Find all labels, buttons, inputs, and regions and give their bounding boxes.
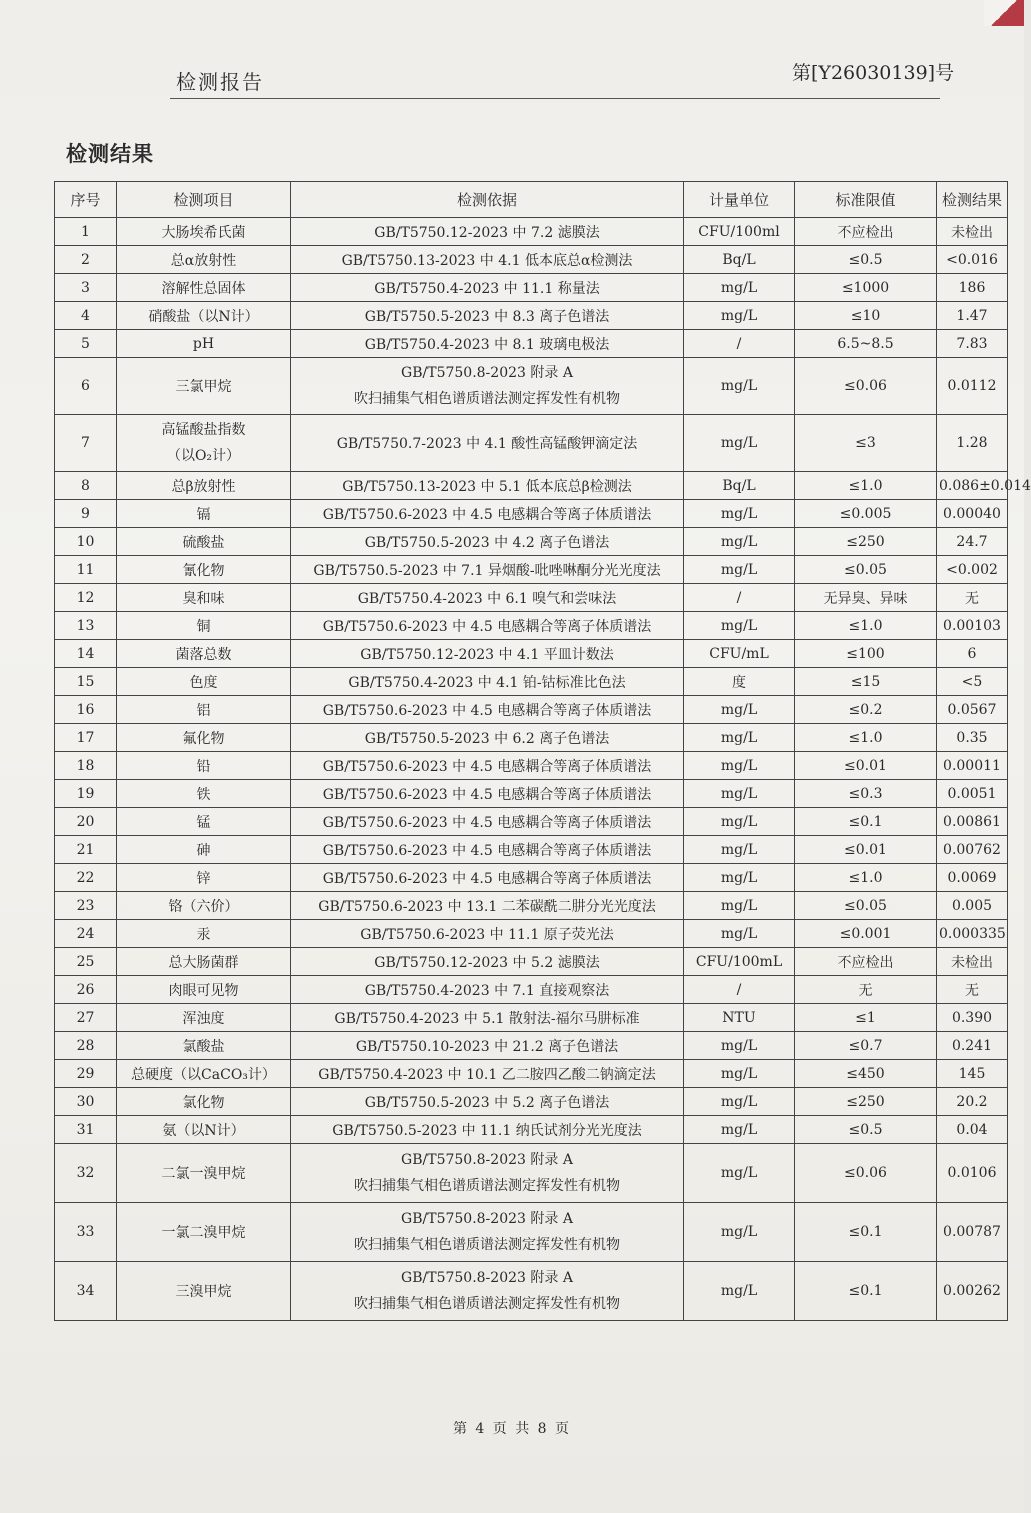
row-limit: ≤0.1 (795, 1203, 937, 1262)
col-header-result: 检测结果 (937, 182, 1008, 218)
row-limit: ≤0.7 (795, 1032, 937, 1060)
row-limit: ≤0.06 (795, 358, 937, 415)
table-row (55, 668, 1008, 696)
row-no: 19 (55, 780, 117, 808)
table-row (55, 892, 1008, 920)
row-item: 硝酸盐（以N计） (117, 302, 291, 330)
row-result: 7.83 (937, 330, 1008, 358)
row-unit: mg/L (684, 500, 795, 528)
table-row (55, 836, 1008, 864)
row-item: 色度 (117, 668, 291, 696)
row-limit: ≤0.3 (795, 780, 937, 808)
row-no: 4 (55, 302, 117, 330)
row-result: 0.00011 (937, 752, 1008, 780)
row-basis-line1: GB/T5750.8-2023 附录 A (401, 365, 573, 381)
table-row (55, 948, 1008, 976)
row-item: pH (117, 330, 291, 358)
row-no: 11 (55, 556, 117, 584)
row-unit: / (684, 330, 795, 358)
row-item: 溶解性总固体 (117, 274, 291, 302)
row-result: 0.0069 (937, 864, 1008, 892)
row-unit: CFU/100mL (684, 948, 795, 976)
row-no: 26 (55, 976, 117, 1004)
row-limit: ≤0.05 (795, 892, 937, 920)
row-unit: CFU/mL (684, 640, 795, 668)
table-body (55, 218, 1031, 1321)
row-no: 3 (55, 274, 117, 302)
row-basis-line1: GB/T5750.8-2023 附录 A (401, 1152, 573, 1168)
table-row (55, 1262, 1008, 1321)
row-item: 氯酸盐 (117, 1032, 291, 1060)
row-item: 砷 (117, 836, 291, 864)
table-row (55, 864, 1008, 892)
row-result: 未检出 (937, 948, 1008, 976)
row-basis: GB/T5750.6-2023 中 11.1 原子荧光法 (291, 920, 684, 948)
row-item: 氨（以N计） (117, 1116, 291, 1144)
row-result: 0.0106 (937, 1144, 1008, 1203)
row-item: 镉 (117, 500, 291, 528)
row-no: 33 (55, 1203, 117, 1262)
row-no: 15 (55, 668, 117, 696)
row-basis: GB/T5750.10-2023 中 21.2 离子色谱法 (291, 1032, 684, 1060)
table-row (55, 612, 1008, 640)
row-unit: CFU/100ml (684, 218, 795, 246)
row-no: 5 (55, 330, 117, 358)
row-item: 浑浊度 (117, 1004, 291, 1032)
col-header-unit: 计量单位 (684, 182, 795, 218)
row-limit: ≤0.05 (795, 556, 937, 584)
table-row (55, 1116, 1008, 1144)
page-corner (984, 0, 1024, 26)
row-item-line1: 高锰酸盐指数 (161, 422, 246, 438)
table-row (55, 415, 1008, 472)
row-item: 铁 (117, 780, 291, 808)
row-basis: GB/T5750.6-2023 中 4.5 电感耦合等离子体质谱法 (291, 612, 684, 640)
row-item: 一氯二溴甲烷 (117, 1203, 291, 1262)
table-row (55, 696, 1008, 724)
row-no: 27 (55, 1004, 117, 1032)
row-limit: 不应检出 (795, 218, 937, 246)
row-item: 二氯一溴甲烷 (117, 1144, 291, 1203)
row-unit: mg/L (684, 358, 795, 415)
row-result: 无 (937, 584, 1008, 612)
row-result: 0.005 (937, 892, 1008, 920)
row-limit: ≤100 (795, 640, 937, 668)
row-item: 肉眼可见物 (117, 976, 291, 1004)
row-basis: GB/T5750.4-2023 中 4.1 铂-钴标准比色法 (291, 668, 684, 696)
row-basis-line1: GB/T5750.8-2023 附录 A (401, 1270, 573, 1286)
row-basis-line1: GB/T5750.8-2023 附录 A (401, 1211, 573, 1227)
row-limit: ≤0.01 (795, 836, 937, 864)
row-limit: 无 (795, 976, 937, 1004)
row-result: <0.016 (937, 246, 1008, 274)
row-no: 17 (55, 724, 117, 752)
table-row (55, 920, 1008, 948)
table-row (55, 1144, 1008, 1203)
row-basis: GB/T5750.4-2023 中 11.1 称量法 (291, 274, 684, 302)
results-table (54, 181, 1031, 1321)
row-item: 锰 (117, 808, 291, 836)
row-unit: Bq/L (684, 472, 795, 500)
row-basis: GB/T5750.4-2023 中 7.1 直接观察法 (291, 976, 684, 1004)
row-no: 34 (55, 1262, 117, 1321)
row-result: 0.00262 (937, 1262, 1008, 1321)
row-no: 8 (55, 472, 117, 500)
row-item (117, 415, 291, 472)
col-header-basis: 检测依据 (291, 182, 684, 218)
row-limit: ≤450 (795, 1060, 937, 1088)
row-item: 总β放射性 (117, 472, 291, 500)
header-report-number: 第[Y26030139]号 (792, 62, 955, 84)
row-result: 0.000335 (937, 920, 1008, 948)
row-result: <0.002 (937, 556, 1008, 584)
row-basis (291, 1144, 684, 1203)
table-row (55, 640, 1008, 668)
row-no: 30 (55, 1088, 117, 1116)
row-result: 0.390 (937, 1004, 1008, 1032)
row-item: 氰化物 (117, 556, 291, 584)
row-unit: Bq/L (684, 246, 795, 274)
row-no: 13 (55, 612, 117, 640)
row-no: 12 (55, 584, 117, 612)
table-row (55, 274, 1008, 302)
col-header-limit: 标准限值 (795, 182, 937, 218)
table-row (55, 584, 1008, 612)
row-no: 1 (55, 218, 117, 246)
row-item: 氯化物 (117, 1088, 291, 1116)
row-basis: GB/T5750.5-2023 中 6.2 离子色谱法 (291, 724, 684, 752)
row-basis (291, 1203, 684, 1262)
row-unit: mg/L (684, 1032, 795, 1060)
table-row (55, 556, 1008, 584)
row-limit: 无异臭、异味 (795, 584, 937, 612)
table-row (55, 1060, 1008, 1088)
row-item: 铝 (117, 696, 291, 724)
row-result: 无 (937, 976, 1008, 1004)
row-basis: GB/T5750.7-2023 中 4.1 酸性高锰酸钾滴定法 (291, 415, 684, 472)
row-limit: ≤0.5 (795, 246, 937, 274)
row-limit: ≤1 (795, 1004, 937, 1032)
row-limit: ≤250 (795, 528, 937, 556)
row-result: 0.00762 (937, 836, 1008, 864)
row-basis-line2: 吹扫捕集气相色谱质谱法测定挥发性有机物 (354, 1237, 620, 1253)
row-limit: ≤1.0 (795, 612, 937, 640)
row-basis: GB/T5750.5-2023 中 7.1 异烟酸-吡唑啉酮分光光度法 (291, 556, 684, 584)
row-no: 31 (55, 1116, 117, 1144)
row-result: 0.00861 (937, 808, 1008, 836)
row-result: 145 (937, 1060, 1008, 1088)
row-unit: NTU (684, 1004, 795, 1032)
header-divider (170, 98, 940, 99)
row-unit: mg/L (684, 556, 795, 584)
col-header-no: 序号 (55, 182, 117, 218)
row-unit: mg/L (684, 892, 795, 920)
row-no: 25 (55, 948, 117, 976)
row-unit: mg/L (684, 864, 795, 892)
row-basis: GB/T5750.6-2023 中 4.5 电感耦合等离子体质谱法 (291, 836, 684, 864)
row-unit: mg/L (684, 808, 795, 836)
row-unit: mg/L (684, 1262, 795, 1321)
row-limit: ≤15 (795, 668, 937, 696)
row-basis (291, 1262, 684, 1321)
table-row (55, 976, 1008, 1004)
row-item: 铬（六价） (117, 892, 291, 920)
row-basis: GB/T5750.4-2023 中 10.1 乙二胺四乙酸二钠滴定法 (291, 1060, 684, 1088)
row-no: 22 (55, 864, 117, 892)
row-limit: ≤1000 (795, 274, 937, 302)
row-result: 0.35 (937, 724, 1008, 752)
row-limit: ≤10 (795, 302, 937, 330)
row-unit: mg/L (684, 1060, 795, 1088)
row-no: 6 (55, 358, 117, 415)
row-limit: ≤3 (795, 415, 937, 472)
row-item: 大肠埃希氏菌 (117, 218, 291, 246)
row-result: 0.0567 (937, 696, 1008, 724)
row-limit: ≤0.1 (795, 808, 937, 836)
row-basis (291, 358, 684, 415)
table-row (55, 1203, 1008, 1262)
row-item: 铅 (117, 752, 291, 780)
row-no: 9 (55, 500, 117, 528)
row-unit: mg/L (684, 612, 795, 640)
row-item: 三溴甲烷 (117, 1262, 291, 1321)
row-no: 20 (55, 808, 117, 836)
row-result: 0.00040 (937, 500, 1008, 528)
row-limit: ≤0.2 (795, 696, 937, 724)
row-result: 6 (937, 640, 1008, 668)
table-row (55, 358, 1008, 415)
row-limit: ≤1.0 (795, 472, 937, 500)
row-basis: GB/T5750.6-2023 中 4.5 电感耦合等离子体质谱法 (291, 752, 684, 780)
row-unit: mg/L (684, 696, 795, 724)
row-unit: mg/L (684, 528, 795, 556)
row-item: 总硬度（以CaCO₃计） (117, 1060, 291, 1088)
row-no: 18 (55, 752, 117, 780)
table-row (55, 246, 1008, 274)
row-basis: GB/T5750.6-2023 中 4.5 电感耦合等离子体质谱法 (291, 780, 684, 808)
col-header-item: 检测项目 (117, 182, 291, 218)
row-basis: GB/T5750.4-2023 中 8.1 玻璃电极法 (291, 330, 684, 358)
table-row (55, 808, 1008, 836)
table-row (55, 528, 1008, 556)
table-row (55, 752, 1008, 780)
row-result: 20.2 (937, 1088, 1008, 1116)
table-row (55, 472, 1008, 500)
row-result: 0.0051 (937, 780, 1008, 808)
row-no: 10 (55, 528, 117, 556)
row-no: 23 (55, 892, 117, 920)
row-item: 铜 (117, 612, 291, 640)
section-title: 检测结果 (66, 141, 154, 166)
table-row (55, 218, 1008, 246)
row-limit: ≤0.1 (795, 1262, 937, 1321)
row-basis: GB/T5750.4-2023 中 6.1 嗅气和尝味法 (291, 584, 684, 612)
table-row (55, 780, 1008, 808)
row-unit: mg/L (684, 415, 795, 472)
row-basis: GB/T5750.4-2023 中 5.1 散射法-福尔马肼标准 (291, 1004, 684, 1032)
row-unit: mg/L (684, 1144, 795, 1203)
row-basis: GB/T5750.5-2023 中 8.3 离子色谱法 (291, 302, 684, 330)
row-basis: GB/T5750.12-2023 中 5.2 滤膜法 (291, 948, 684, 976)
row-unit: mg/L (684, 1088, 795, 1116)
row-result: 1.28 (937, 415, 1008, 472)
row-unit: mg/L (684, 1116, 795, 1144)
page-number: 第 4 页 共 8 页 (452, 1421, 572, 1437)
row-limit: 6.5~8.5 (795, 330, 937, 358)
row-basis-line2: 吹扫捕集气相色谱质谱法测定挥发性有机物 (354, 391, 620, 407)
row-unit: / (684, 584, 795, 612)
row-item: 氟化物 (117, 724, 291, 752)
row-result: 1.47 (937, 302, 1008, 330)
row-basis: GB/T5750.13-2023 中 4.1 低本底总α检测法 (291, 246, 684, 274)
row-unit: mg/L (684, 920, 795, 948)
row-no: 28 (55, 1032, 117, 1060)
row-unit: mg/L (684, 752, 795, 780)
row-item: 三氯甲烷 (117, 358, 291, 415)
row-basis: GB/T5750.6-2023 中 13.1 二苯碳酰二肼分光光度法 (291, 892, 684, 920)
row-basis: GB/T5750.5-2023 中 11.1 纳氏试剂分光光度法 (291, 1116, 684, 1144)
row-item: 锌 (117, 864, 291, 892)
table-header-row (55, 182, 1008, 218)
row-no: 16 (55, 696, 117, 724)
row-limit: ≤0.005 (795, 500, 937, 528)
row-unit: mg/L (684, 780, 795, 808)
row-basis: GB/T5750.6-2023 中 4.5 电感耦合等离子体质谱法 (291, 696, 684, 724)
row-unit: 度 (684, 668, 795, 696)
row-result: 0.04 (937, 1116, 1008, 1144)
table-row (55, 1088, 1008, 1116)
row-item: 菌落总数 (117, 640, 291, 668)
row-result: 186 (937, 274, 1008, 302)
row-basis: GB/T5750.12-2023 中 4.1 平皿计数法 (291, 640, 684, 668)
row-result: 0.241 (937, 1032, 1008, 1060)
row-unit: mg/L (684, 1203, 795, 1262)
row-limit: ≤1.0 (795, 864, 937, 892)
row-basis: GB/T5750.6-2023 中 4.5 电感耦合等离子体质谱法 (291, 500, 684, 528)
row-item: 汞 (117, 920, 291, 948)
row-limit: ≤0.001 (795, 920, 937, 948)
row-basis: GB/T5750.13-2023 中 5.1 低本底总β检测法 (291, 472, 684, 500)
row-item-line2: （以O₂计） (166, 448, 241, 464)
row-item: 臭和味 (117, 584, 291, 612)
table-row (55, 330, 1008, 358)
header-report-title: 检测报告 (176, 70, 264, 94)
row-limit: ≤1.0 (795, 724, 937, 752)
row-unit: mg/L (684, 836, 795, 864)
table-row (55, 302, 1008, 330)
row-result: 0.00103 (937, 612, 1008, 640)
row-result: 0.0112 (937, 358, 1008, 415)
row-item: 总大肠菌群 (117, 948, 291, 976)
row-no: 32 (55, 1144, 117, 1203)
row-no: 21 (55, 836, 117, 864)
table-row (55, 500, 1008, 528)
row-result: <5 (937, 668, 1008, 696)
row-no: 29 (55, 1060, 117, 1088)
row-limit: ≤250 (795, 1088, 937, 1116)
table-row (55, 1032, 1008, 1060)
table-row (55, 724, 1008, 752)
row-unit: mg/L (684, 724, 795, 752)
row-basis: GB/T5750.6-2023 中 4.5 电感耦合等离子体质谱法 (291, 808, 684, 836)
row-basis-line2: 吹扫捕集气相色谱质谱法测定挥发性有机物 (354, 1178, 620, 1194)
row-unit: mg/L (684, 302, 795, 330)
row-no: 14 (55, 640, 117, 668)
row-limit: ≤0.5 (795, 1116, 937, 1144)
row-basis: GB/T5750.5-2023 中 4.2 离子色谱法 (291, 528, 684, 556)
row-limit: ≤0.01 (795, 752, 937, 780)
row-limit: 不应检出 (795, 948, 937, 976)
row-limit: ≤0.06 (795, 1144, 937, 1203)
row-basis-line2: 吹扫捕集气相色谱质谱法测定挥发性有机物 (354, 1296, 620, 1312)
table-row (55, 1004, 1008, 1032)
row-unit: mg/L (684, 274, 795, 302)
row-no: 7 (55, 415, 117, 472)
row-no: 2 (55, 246, 117, 274)
row-basis: GB/T5750.5-2023 中 5.2 离子色谱法 (291, 1088, 684, 1116)
row-basis: GB/T5750.12-2023 中 7.2 滤膜法 (291, 218, 684, 246)
row-result: 0.00787 (937, 1203, 1008, 1262)
row-result: 24.7 (937, 528, 1008, 556)
row-result: 未检出 (937, 218, 1008, 246)
row-basis: GB/T5750.6-2023 中 4.5 电感耦合等离子体质谱法 (291, 864, 684, 892)
row-item: 总α放射性 (117, 246, 291, 274)
row-result: 0.086±0.014 (937, 472, 1008, 500)
row-no: 24 (55, 920, 117, 948)
row-item: 硫酸盐 (117, 528, 291, 556)
row-unit: / (684, 976, 795, 1004)
